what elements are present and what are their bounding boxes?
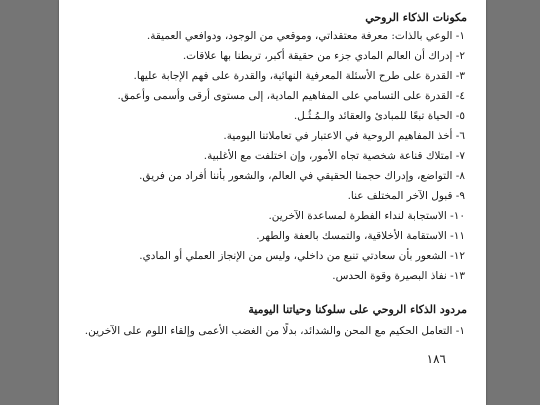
list-item: ٤- القدرة على التسامي على المفاهيم المادية، إلى مستوى أرقى وأسمى وأعمق. — [117, 90, 465, 102]
components-list — [72, 26, 467, 286]
list-item: ٩- قبول الآخر المختلف عنا. — [347, 190, 465, 202]
list-item: ١٢- الشعور بأن سعادتي تنبع من داخلي، وليس من الإنجاز العملي أو المادي. — [139, 250, 465, 262]
list-item: ٣- القدرة على طرح الأسئلة المعرفية النهائية، والقدرة على فهم الإجابة عليها. — [133, 70, 465, 82]
section-spacer — [72, 286, 467, 302]
page-number: ١٨٦ — [426, 352, 446, 366]
section-heading-impact: مردود الذكاء الروحي على سلوكنا وحياتنا اليومية — [248, 303, 467, 316]
list-item: ٨- التواضع، وإدراك حجمنا الحقيقي في العالم، والشعور بأننا أفراد من فريق. — [139, 170, 465, 182]
impact-paragraph: ١- التعامل الحكيم مع المحن والشدائد، بدلًا من الغضب الأعمى وإلقاء اللوم على الآخرين. — [84, 325, 465, 337]
list-item: ٥- الحياة تبعًا للمبادئ والعقائد والـمُـثُـل. — [293, 110, 465, 122]
document-page — [59, 0, 486, 405]
list-item: ٦- أخذ المفاهيم الروحية في الاعتبار في تعاملاتنا اليومية. — [223, 130, 465, 142]
section-heading-components: مكونات الذكاء الروحي — [365, 11, 467, 24]
list-item: ١٣- نفاذ البصيرة وقوة الحدس. — [332, 270, 465, 282]
list-item: ٢- إدراك أن العالم المادي جزء من حقيقة أكبر، تربطنا بها علاقات. — [182, 50, 465, 62]
list-item: ١- الوعي بالذات: معرفة معتقداتي، وموقعي من الوجود، ودوافعي العميقة. — [146, 30, 465, 42]
list-item: ١١- الاستقامة الأخلاقية، والتمسك بالعفة والطهر. — [256, 230, 465, 242]
list-item: ٧- امتلاك قناعة شخصية تجاه الأمور، وإن اختلفت مع الأغلبية. — [203, 150, 465, 162]
list-item: ١٠- الاستجابة لنداء الفطرة لمساعدة الآخرين. — [268, 210, 465, 222]
page-content — [72, 10, 467, 340]
